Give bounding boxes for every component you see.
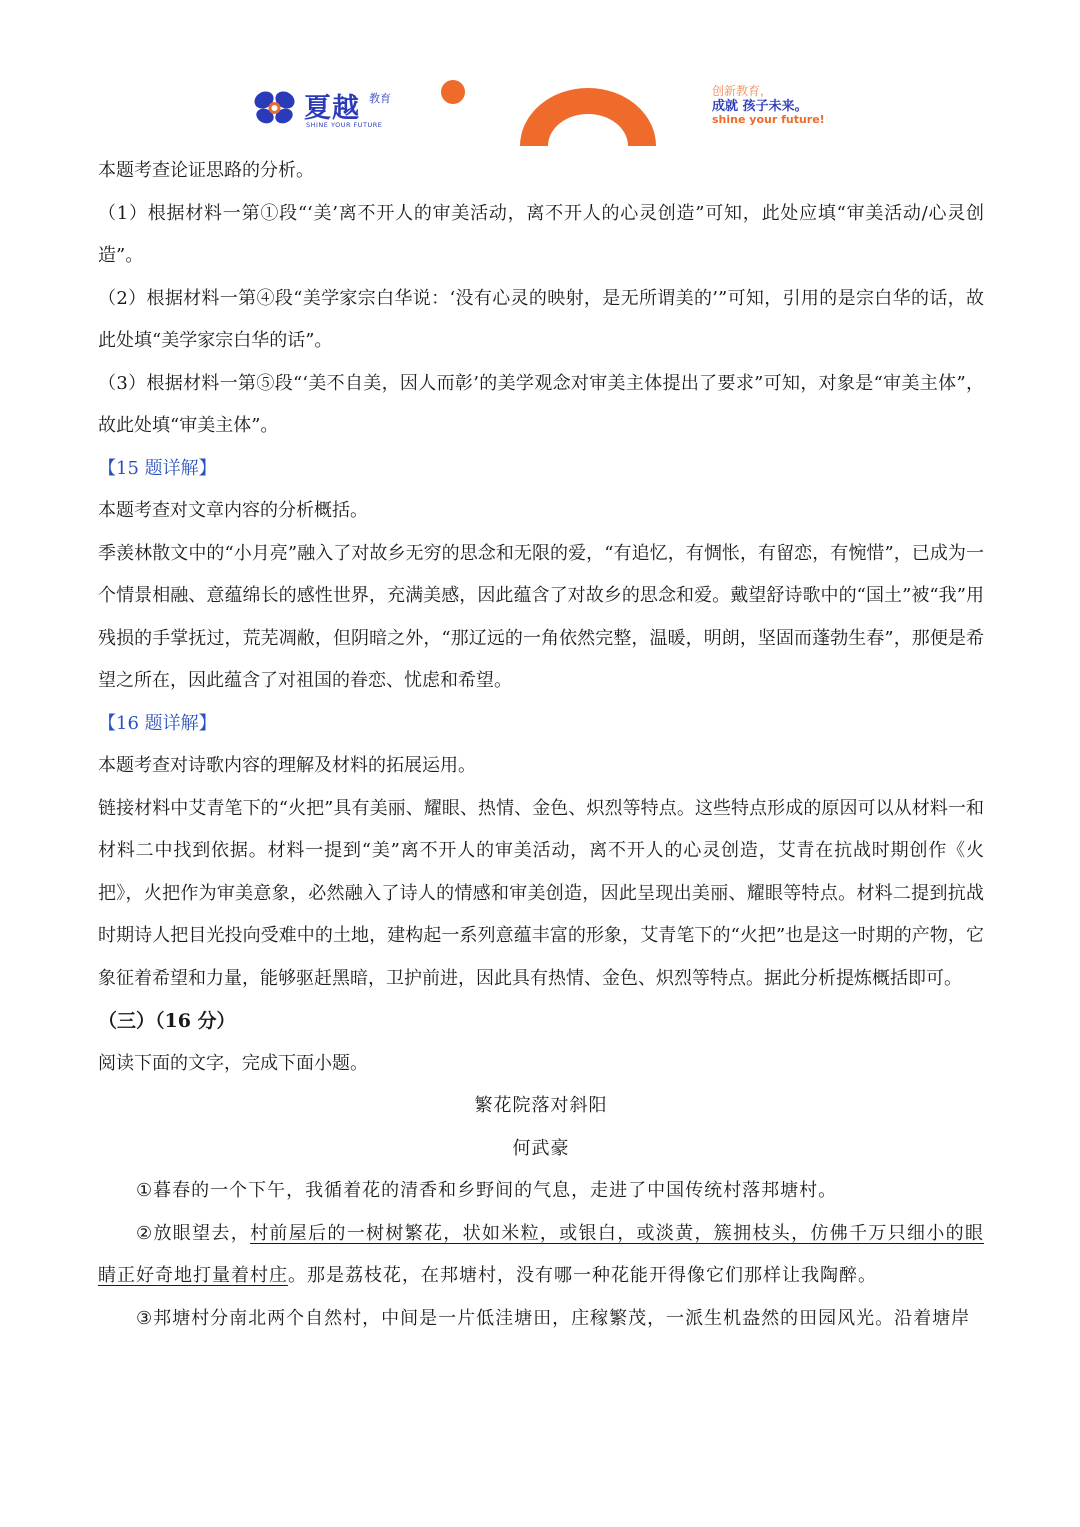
passage-paragraph-3: ③邦塘村分南北两个自然村，中间是一片低洼塘田，庄稼繁茂，一派生机盎然的田园风光。沿着塘岸 [136, 1307, 971, 1329]
page-header [0, 0, 1080, 150]
underlined-text: 村前屋后的一树树繁花，状如米粒，或银白，或淡黄，簇拥枝头，仿佛千万只细小的眼 [250, 1222, 984, 1244]
section-heading: （三）（16 分） [98, 1010, 236, 1032]
brand-edu-label: 教育 [369, 92, 391, 105]
passage-title: 繁花院落对斜阳 [474, 1095, 608, 1116]
underlined-text: 睛正好奇地打量着村庄 [98, 1265, 288, 1286]
passage-author: 何武豪 [512, 1137, 570, 1159]
document-body [98, 150, 984, 1340]
passage-paragraph-1: ①暮春的一个下午，我循着花的清香和乡野间的气息，走进了中国传统村落邦塘村。 [136, 1180, 838, 1201]
slogan-line-1: 创新教育， [712, 84, 773, 98]
answer-item-3: （3）根据材料一第⑤段“‘美不自美，因人而彰’的美学观念对审美主体提出了要求”可知，对象是“审美主体”，故此处填“审美主体”。 [98, 372, 984, 436]
question-16-heading: 【16 题详解】 [98, 712, 217, 734]
xiayue-logo [252, 86, 402, 138]
sun-arch-logo-icon [438, 80, 668, 150]
brand-name: 夏越 [304, 93, 360, 124]
paragraph: 本题考查对诗歌内容的理解及材料的拓展运用。 [98, 755, 476, 776]
paragraph: 本题考查对文章内容的分析概括。 [98, 500, 368, 521]
passage-text: ②放眼望去， [136, 1222, 251, 1244]
passage-text: 。那是荔枝花，在邦塘村，没有哪一种花能开得像它们那样让我陶醉。 [288, 1265, 877, 1286]
paragraph: 阅读下面的文字，完成下面小题。 [98, 1052, 368, 1074]
answer-item-2: （2）根据材料一第④段“美学家宗白华说：‘没有心灵的映射，是无所谓美的’”可知，引用的是宗白华的话，故此处填“美学家宗白华的话”。 [98, 287, 984, 351]
answer-item-1: （1）根据材料一第①段“‘美’离不开人的审美活动，离不开人的心灵创造”可知，此处应填“审美活动/心灵创造”。 [98, 202, 984, 266]
paragraph: 本题考查论证思路的分析。 [98, 160, 314, 181]
slogan-line-3: shine your future! [712, 113, 825, 126]
paragraph: 链接材料中艾青笔下的“火把”具有美丽、耀眼、热情、金色、炽烈等特点。这些特点形成的原因可以从材料一和材料二中找到依据。材料一提到“美”离不开人的审美活动，离不开人的心灵创造，艾青在抗战时期创作《火把》，火把作为审美意象，必然融入了诗人的情感和审美创造，因此呈现出美丽、耀眼等特点。材料二提到抗战时期诗人把目光投向受难中的土地，建构起一系列意蕴丰富的形象，艾青笔下的“火把”也是这一时期的产物，它象征着希望和力量，能够驱赶黑暗，卫护前进，因此具有热情、金色、炽烈等特点。据此分析提炼概括即可。 [98, 797, 984, 989]
flower-logo-icon [252, 88, 298, 128]
slogan-line-2: 成就 孩子未来。 [712, 99, 808, 114]
brand-tagline: SHINE YOUR FUTURE [306, 121, 383, 129]
paragraph: 季羡林散文中的“小月亮”融入了对故乡无穷的思念和无限的爱，“有追忆，有惆怅，有留恋，有惋惜”，已成为一个情景相融、意蕴绵长的感性世界，充满美感，因此蕴含了对故乡的思念和爱。戴望舒诗歌中的“国土”被“我”用残损的手掌抚过，荒芜凋敝，但阴暗之外，“那辽远的一角依然完整，温暖，明朗，坚固而蓬勃生春”，那便是希望之所在，因此蕴含了对祖国的眷恋、忧虑和希望。 [98, 542, 984, 691]
passage-paragraph-2 [98, 1213, 984, 1298]
slogan-logo [712, 84, 852, 140]
question-15-heading: 【15 题详解】 [98, 457, 217, 479]
